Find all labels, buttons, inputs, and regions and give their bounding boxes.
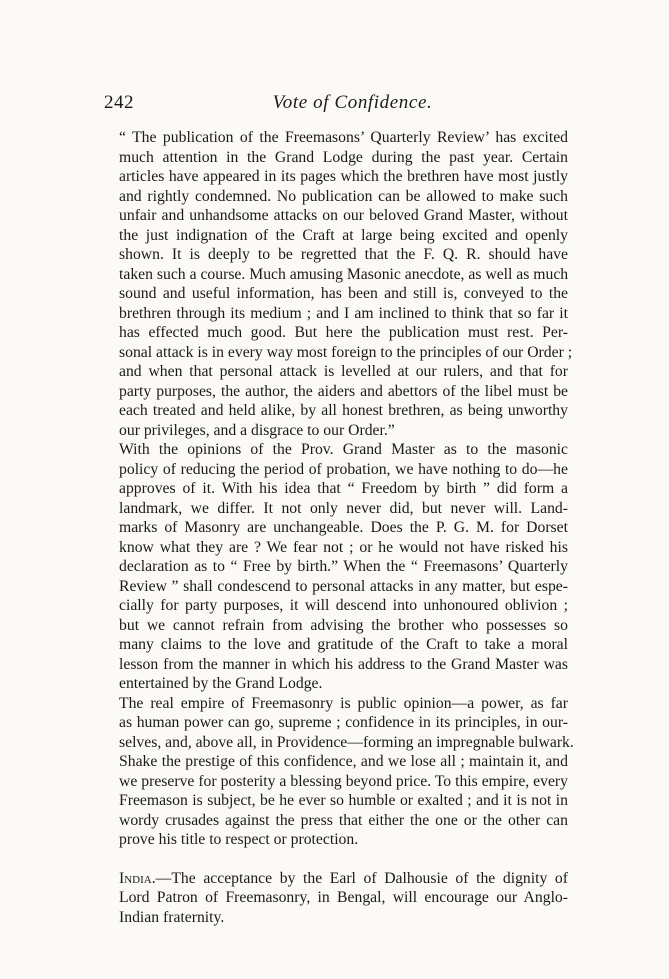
section-lead: India.: [119, 869, 156, 887]
text-line: entertained by the Grand Lodge.: [119, 675, 323, 692]
text-line: Freemason is subject, be he ever so humble or exalted ; and it is not in: [119, 792, 568, 809]
page-number: 242: [104, 92, 134, 113]
text-line: cially for party purposes, it will descend into unhonoured oblivion ;: [119, 597, 568, 614]
text-line: each treated and held alike, by all honest brethren, as being unworthy: [119, 402, 568, 419]
text-line: selves, and, above all, in Providence—forming an impregnable bulwark.: [119, 733, 574, 751]
text-line: we preserve for posterity a blessing beyond price. To this empire, every: [119, 772, 568, 790]
text-line: know what they are ? We fear not ; or he would not have risked his: [119, 538, 568, 556]
text-line: as human power can go, supreme ; confidence in its principles, in our-: [119, 714, 568, 731]
text-line: taken such a course. Much amusing Masonic anecdote, as well as much: [119, 265, 569, 283]
text-line: our privileges, and a disgrace to our Order.”: [119, 421, 395, 439]
text-line: and when that personal attack is levelled at our rulers, and that for: [119, 363, 568, 380]
text-line: prove his title to respect or protection.: [119, 831, 359, 848]
body-text: [103, 128, 574, 927]
text-line: articles have appeared in its pages which the brethren have most justly: [119, 168, 568, 185]
paragraph-india: [103, 869, 568, 928]
text-line: the just indignation of the Craft at large being excited and openly: [119, 226, 568, 244]
text-line: landmark, we differ. It not only never did, but never will. Land-: [119, 499, 568, 517]
paragraph-empire: [103, 694, 574, 850]
running-head: Vote of Confidence.: [272, 92, 433, 113]
text-line: [103, 869, 568, 889]
text-line: sonal attack is in every way most foreign to the principles of our Order ;: [119, 343, 573, 361]
text-line: With the opinions of the Prov. Grand Master as to the masonic: [119, 441, 568, 458]
text-line: brethren through its medium ; and I am inclined to think that so far it: [119, 304, 568, 322]
text-line: Lord Patron of Freemasonry, in Bengal, will encourage our Anglo-: [119, 889, 568, 906]
text-line: party purposes, the author, the aiders and abettors of the libel must be: [119, 382, 568, 400]
text-line: much attention in the Grand Lodge during the past year. Certain: [119, 148, 568, 166]
text-line-rest: —The acceptance by the Earl of Dalhousie of the dignity of: [155, 869, 568, 887]
text-line: declaration as to “ Free by birth.” When the “ Freemasons’ Quarterly: [119, 558, 568, 575]
paragraph-quote: [103, 128, 573, 440]
text-line: Indian fraternity.: [119, 908, 225, 926]
text-line: and rightly condemned. No publication can be allowed to make such: [119, 187, 568, 205]
text-line: unfair and unhandsome attacks on our beloved Grand Master, without: [119, 207, 568, 224]
text-line: sound and useful information, has been and still is, conveyed to the: [119, 285, 568, 302]
text-line: approves of it. With his idea that “ Freedom by birth ” did form a: [119, 480, 568, 497]
text-line: has effected much good. But here the publication must rest. Per-: [119, 324, 568, 341]
text-line: wordy crusades against the press that either the one or the other can: [119, 811, 568, 829]
text-line: many claims to the love and gratitude of the Craft to take a moral: [119, 636, 568, 653]
text-line: “ The publication of the Freemasons’ Quarterly Review’ has excited: [119, 129, 568, 146]
text-line: lesson from the manner in which his address to the Grand Master was: [119, 655, 568, 673]
page-header: [0, 92, 669, 122]
paragraph-gap: [103, 850, 568, 869]
text-line: marks of Masonry are unchangeable. Does the P. G. M. for Dorset: [119, 519, 568, 536]
text-line: The real empire of Freemasonry is public opinion—a power, as far: [119, 694, 568, 712]
text-line: but we cannot refrain from advising the brother who possesses so: [119, 616, 568, 634]
text-line: Review ” shall condescend to personal attacks in any matter, but espe-: [119, 577, 568, 595]
text-line: Shake the prestige of this confidence, and we lose all ; maintain it, and: [119, 753, 568, 770]
text-line: shown. It is deeply to be regretted that the F. Q. R. should have: [119, 246, 568, 263]
text-line: policy of reducing the period of probation, we have nothing to do—he: [119, 460, 568, 478]
paragraph-opinions: [103, 440, 568, 694]
